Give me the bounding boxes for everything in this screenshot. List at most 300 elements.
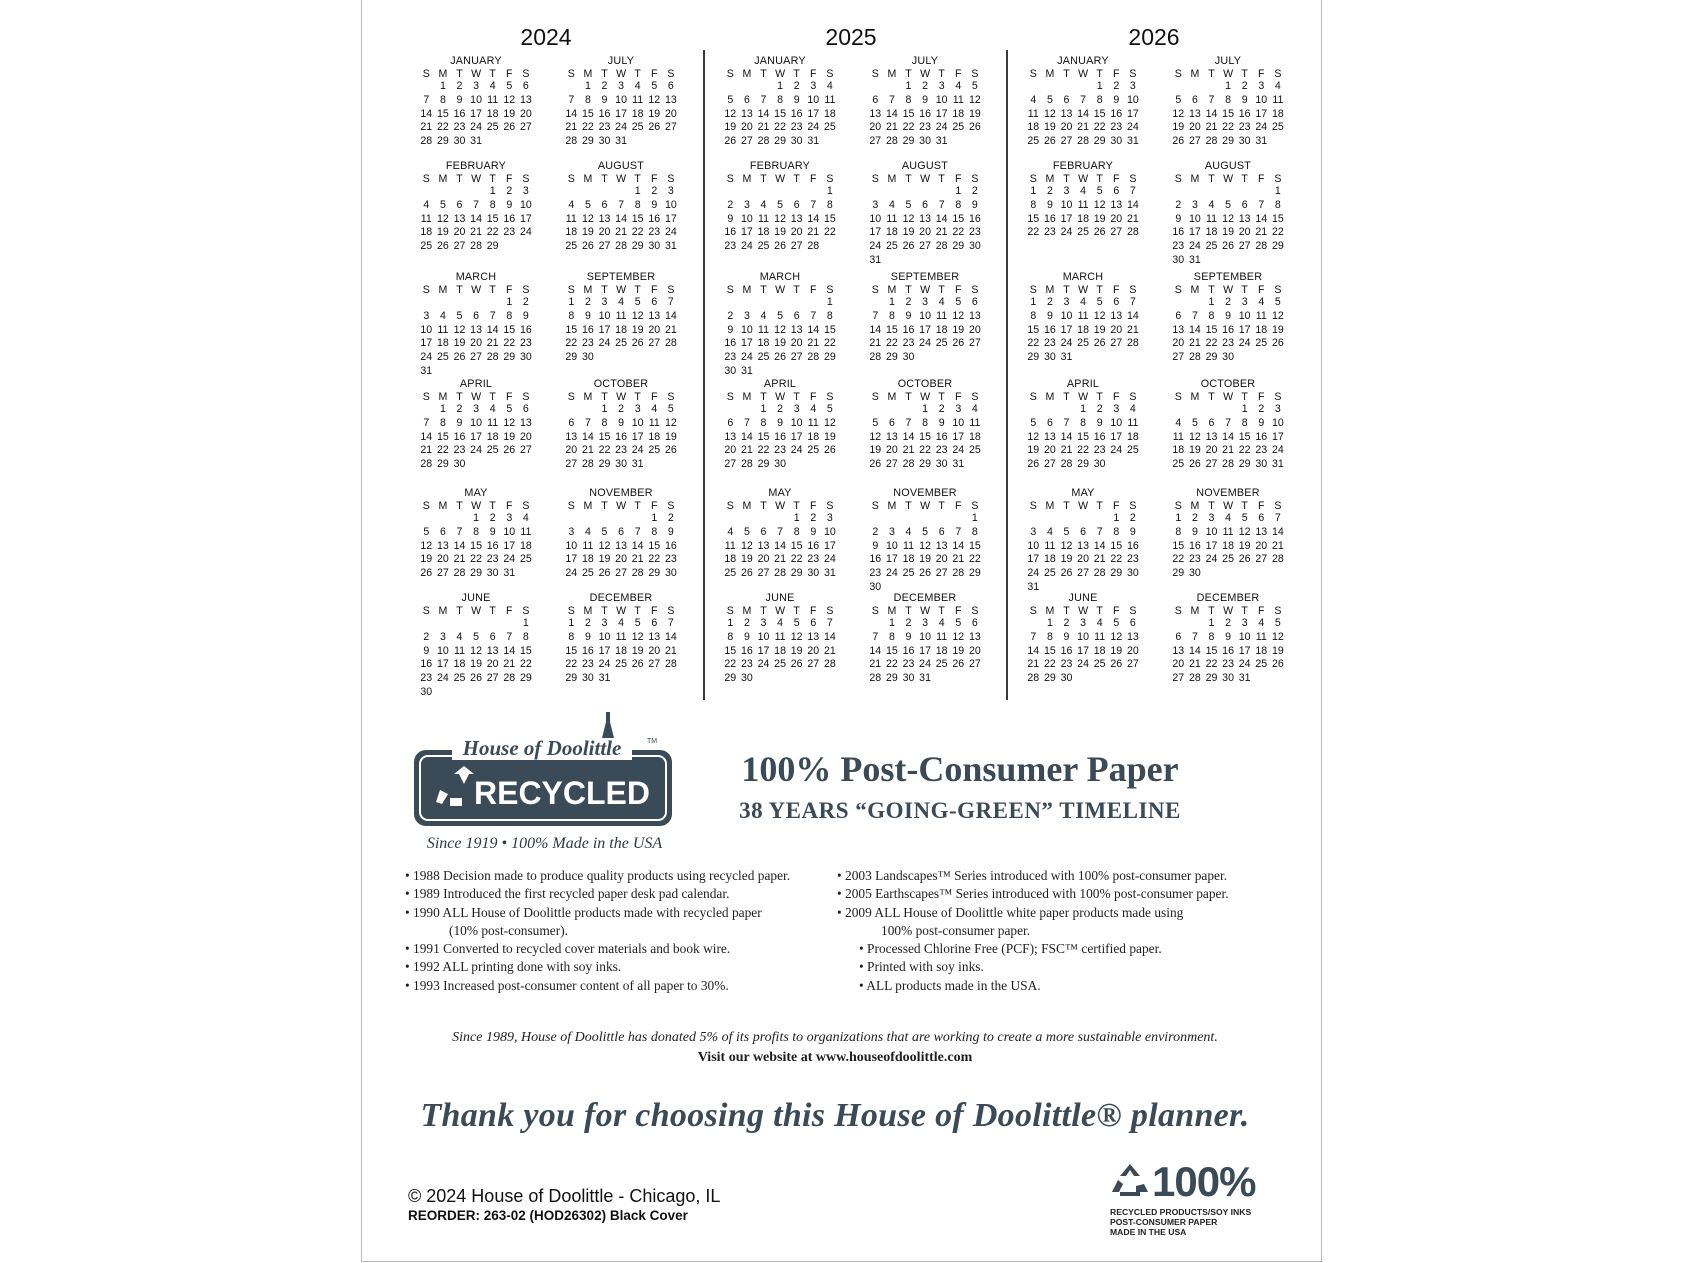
- weekday-header: [418, 173, 534, 185]
- day-cell: 14: [869, 644, 882, 657]
- weekday-label: S: [522, 500, 530, 512]
- day-cell: 27: [935, 567, 948, 580]
- day-cell: 10: [470, 416, 482, 429]
- day-cell: 12: [631, 630, 644, 643]
- day-cell: 25: [631, 121, 644, 134]
- day-cell: 4: [777, 617, 784, 629]
- day-cell: 16: [615, 430, 627, 443]
- day-cell: 18: [453, 658, 466, 671]
- month-november-2024: [563, 487, 679, 581]
- day-cell: 10: [919, 309, 931, 322]
- day-cell: 20: [1043, 444, 1056, 457]
- day-cell: 28: [664, 337, 677, 350]
- day-cell: 26: [740, 567, 753, 580]
- day-cell: 14: [1271, 525, 1284, 538]
- day-cell: 19: [470, 658, 482, 671]
- year-divider: [703, 50, 705, 700]
- day-cell: 1: [489, 185, 496, 197]
- day-cell: 5: [506, 80, 513, 92]
- empty-cell: [484, 617, 501, 631]
- day-cell: 17: [1077, 644, 1089, 657]
- day-cell: 9: [1129, 525, 1136, 538]
- day-cell: 24: [1255, 121, 1268, 134]
- day-cell: 22: [823, 337, 836, 350]
- day-cell: 23: [774, 444, 786, 457]
- weekday-label: W: [920, 173, 931, 185]
- day-cell: 13: [935, 539, 948, 552]
- day-cell: 23: [1126, 553, 1139, 566]
- day-cell: 26: [1060, 567, 1073, 580]
- day-cell: 10: [1077, 630, 1089, 643]
- day-cell: 18: [902, 553, 915, 566]
- day-cell: 27: [790, 240, 803, 253]
- day-cell: 2: [667, 512, 674, 524]
- day-cell: 28: [1093, 567, 1106, 580]
- weekday-label: M: [1045, 391, 1055, 403]
- day-cell: 16: [1222, 323, 1234, 336]
- day-cell: 19: [1238, 539, 1251, 552]
- day-cell: 7: [1129, 296, 1136, 308]
- day-grid: [722, 296, 838, 379]
- day-cell: 18: [581, 553, 594, 566]
- day-cell: 20: [790, 226, 803, 239]
- day-cell: 20: [790, 337, 803, 350]
- weekday-label: F: [810, 173, 817, 185]
- day-cell: 29: [968, 567, 981, 580]
- weekday-header: [867, 173, 983, 185]
- day-cell: 3: [1258, 80, 1265, 92]
- day-cell: 28: [869, 351, 882, 364]
- day-cell: 4: [1080, 296, 1087, 308]
- day-cell: 8: [568, 630, 575, 643]
- day-cell: 28: [757, 135, 770, 148]
- day-cell: 14: [952, 539, 965, 552]
- day-cell: 19: [1043, 121, 1056, 134]
- day-cell: 18: [1205, 226, 1218, 239]
- weekday-label: T: [1208, 500, 1215, 512]
- day-cell: 29: [823, 351, 836, 364]
- month-october-2025: [867, 378, 983, 472]
- day-cell: 30: [774, 458, 786, 471]
- day-cell: 26: [823, 444, 836, 457]
- day-cell: 24: [757, 658, 770, 671]
- going-green-subhead: 38 YEARS “GOING-GREEN” TIMELINE: [739, 798, 1181, 823]
- day-cell: 10: [598, 630, 611, 643]
- weekday-label: F: [506, 68, 513, 80]
- day-cell: 31: [664, 240, 677, 253]
- day-cell: 22: [1043, 658, 1056, 671]
- day-cell: 16: [724, 226, 737, 239]
- weekday-label: S: [567, 173, 575, 185]
- weekday-label: S: [1174, 284, 1182, 296]
- day-cell: 6: [1046, 416, 1053, 429]
- day-cell: 3: [826, 512, 833, 524]
- day-cell: 5: [955, 617, 962, 629]
- day-cell: 15: [968, 539, 981, 552]
- day-cell: 2: [727, 198, 734, 211]
- day-cell: 2: [618, 403, 625, 415]
- month-name: DECEMBER: [893, 592, 957, 604]
- day-cell: 13: [1238, 212, 1251, 225]
- empty-cell: [884, 185, 901, 199]
- day-cell: 25: [519, 553, 532, 566]
- day-cell: 8: [634, 198, 641, 211]
- day-cell: 21: [565, 121, 578, 134]
- empty-cell: [917, 512, 934, 526]
- day-cell: 28: [1060, 458, 1073, 471]
- day-cell: 7: [826, 617, 833, 629]
- day-cell: 4: [1258, 617, 1265, 629]
- weekday-label: S: [1129, 284, 1137, 296]
- month-name: SEPTEMBER: [586, 271, 656, 283]
- day-cell: 8: [1096, 93, 1103, 106]
- day-cell: 18: [757, 337, 770, 350]
- day-cell: 14: [631, 539, 644, 552]
- day-cell: 19: [631, 323, 644, 336]
- day-grid: [1170, 403, 1286, 472]
- empty-cell: [1170, 617, 1187, 631]
- day-grid: [867, 80, 983, 149]
- day-cell: 5: [423, 525, 430, 538]
- day-cell: 18: [1222, 539, 1234, 552]
- day-cell: 8: [1225, 93, 1232, 106]
- day-cell: 10: [470, 93, 482, 106]
- timeline-item: • 1992 ALL printing done with soy inks.: [405, 959, 622, 975]
- empty-cell: [418, 296, 435, 310]
- weekday-label: S: [522, 391, 530, 403]
- day-cell: 5: [1241, 512, 1248, 524]
- weekday-label: F: [506, 605, 513, 617]
- weekday-header: [1025, 500, 1141, 512]
- day-cell: 12: [1027, 430, 1040, 443]
- day-cell: 11: [1255, 309, 1267, 322]
- weekday-label: S: [726, 173, 734, 185]
- weekday-label: W: [1078, 173, 1089, 185]
- day-cell: 18: [774, 644, 786, 657]
- day-cell: 20: [436, 553, 449, 566]
- day-cell: 3: [1030, 525, 1037, 538]
- weekday-label: T: [793, 605, 800, 617]
- empty-cell: [563, 403, 580, 417]
- day-cell: 18: [1126, 430, 1139, 443]
- day-cell: 3: [506, 512, 513, 524]
- day-cell: 25: [1222, 553, 1234, 566]
- timeline-item: • 2003 Landscapes™ Series introduced with 100% post-consumer paper.: [837, 868, 1228, 883]
- empty-cell: [900, 185, 917, 199]
- day-cell: 30: [807, 567, 820, 580]
- weekday-label: S: [667, 284, 675, 296]
- day-cell: 20: [1255, 539, 1268, 552]
- day-cell: 16: [902, 644, 915, 657]
- month-name: JULY: [607, 55, 635, 67]
- day-cell: 28: [740, 458, 753, 471]
- day-cell: 20: [1238, 226, 1251, 239]
- weekday-label: T: [634, 391, 641, 403]
- day-cell: 8: [1208, 630, 1215, 643]
- day-cell: 8: [651, 525, 658, 538]
- day-cell: 14: [470, 212, 482, 225]
- empty-cell: [722, 403, 739, 417]
- day-cell: 23: [1060, 658, 1073, 671]
- day-cell: 11: [520, 525, 532, 538]
- timeline-item: • 1989 Introduced the first recycled paper desk pad calendar.: [405, 886, 730, 902]
- day-cell: 18: [486, 430, 499, 443]
- day-cell: 9: [423, 644, 430, 657]
- day-cell: 12: [1172, 107, 1185, 120]
- day-cell: 15: [1093, 107, 1106, 120]
- day-cell: 1: [888, 617, 895, 629]
- weekday-label: M: [438, 68, 448, 80]
- weekday-label: M: [1190, 500, 1200, 512]
- day-cell: 7: [872, 309, 879, 322]
- day-cell: 18: [648, 430, 661, 443]
- day-cell: 27: [757, 567, 770, 580]
- weekday-label: T: [1096, 284, 1103, 296]
- weekday-label: M: [583, 391, 593, 403]
- day-cell: 16: [664, 539, 677, 552]
- day-grid: [563, 512, 679, 581]
- month-name: FEBRUARY: [445, 160, 507, 172]
- weekday-label: S: [1029, 284, 1037, 296]
- day-cell: 6: [618, 525, 625, 538]
- weekday-label: W: [471, 68, 482, 80]
- day-cell: 29: [1043, 672, 1056, 685]
- month-november-2025: [867, 487, 983, 595]
- day-cell: 2: [905, 617, 912, 629]
- day-cell: 24: [519, 226, 532, 239]
- empty-cell: [900, 403, 917, 417]
- day-grid: [418, 512, 534, 581]
- weekday-label: M: [887, 284, 897, 296]
- weekday-header: [722, 391, 838, 403]
- weekday-header: [563, 500, 679, 512]
- empty-cell: [418, 403, 435, 417]
- weekday-label: F: [955, 284, 962, 296]
- day-cell: 4: [1129, 403, 1136, 415]
- day-cell: 13: [790, 323, 803, 336]
- month-name: SEPTEMBER: [1193, 271, 1263, 283]
- day-cell: 10: [790, 416, 803, 429]
- empty-cell: [468, 185, 485, 199]
- day-cell: 24: [1077, 658, 1089, 671]
- day-cell: 21: [807, 337, 820, 350]
- timeline-item: (10% post-consumer).: [449, 922, 568, 938]
- day-cell: 17: [1205, 539, 1218, 552]
- day-grid: [1025, 80, 1141, 149]
- day-cell: 13: [968, 630, 981, 643]
- day-cell: 27: [1172, 672, 1185, 685]
- day-cell: 14: [565, 107, 578, 120]
- day-cell: 6: [1129, 617, 1136, 629]
- day-cell: 22: [1238, 444, 1251, 457]
- day-cell: 20: [869, 121, 882, 134]
- empty-cell: [1187, 617, 1204, 631]
- empty-cell: [1091, 512, 1108, 526]
- empty-cell: [613, 185, 630, 199]
- day-cell: 22: [902, 121, 915, 134]
- day-cell: 3: [1063, 296, 1070, 308]
- weekday-label: W: [1223, 605, 1234, 617]
- day-cell: 21: [470, 226, 482, 239]
- weekday-label: S: [567, 284, 575, 296]
- weekday-label: S: [1129, 605, 1137, 617]
- day-cell: 6: [522, 80, 529, 92]
- day-cell: 18: [565, 226, 578, 239]
- weekday-label: T: [601, 391, 608, 403]
- day-cell: 10: [740, 212, 753, 225]
- day-cell: 26: [724, 135, 737, 148]
- day-cell: 11: [437, 323, 449, 336]
- day-cell: 21: [486, 337, 499, 350]
- day-cell: 14: [1060, 430, 1073, 443]
- day-cell: 9: [506, 198, 513, 211]
- empty-cell: [950, 512, 967, 526]
- day-cell: 12: [664, 416, 677, 429]
- day-cell: 23: [724, 351, 737, 364]
- day-cell: 22: [774, 121, 786, 134]
- weekday-label: T: [905, 284, 912, 296]
- empty-cell: [722, 296, 739, 310]
- day-cell: 27: [470, 351, 482, 364]
- day-cell: 23: [902, 337, 915, 350]
- day-cell: 17: [1271, 430, 1284, 443]
- day-cell: 9: [727, 323, 734, 336]
- weekday-label: F: [1113, 605, 1120, 617]
- day-cell: 13: [790, 212, 803, 225]
- day-cell: 7: [777, 525, 784, 538]
- day-cell: 30: [935, 458, 948, 471]
- day-cell: 2: [971, 185, 978, 197]
- day-cell: 9: [971, 198, 978, 211]
- day-cell: 20: [935, 553, 948, 566]
- day-cell: 20: [615, 553, 627, 566]
- empty-cell: [772, 512, 789, 526]
- day-cell: 13: [724, 430, 737, 443]
- empty-cell: [580, 403, 597, 417]
- empty-cell: [1187, 403, 1204, 417]
- weekday-label: F: [506, 391, 513, 403]
- empty-cell: [1075, 80, 1092, 94]
- day-cell: 16: [1238, 107, 1251, 120]
- day-cell: 31: [1060, 351, 1073, 364]
- empty-cell: [755, 80, 772, 94]
- day-grid: [563, 296, 679, 365]
- weekday-label: S: [726, 284, 734, 296]
- day-cell: 24: [1110, 444, 1123, 457]
- day-cell: 14: [774, 539, 786, 552]
- day-cell: 9: [1063, 630, 1070, 643]
- day-cell: 27: [790, 351, 803, 364]
- day-cell: 29: [724, 672, 737, 685]
- day-cell: 13: [519, 93, 532, 106]
- day-cell: 11: [969, 416, 981, 429]
- day-cell: 18: [1027, 121, 1040, 134]
- day-cell: 9: [905, 309, 912, 322]
- weekday-label: T: [1241, 500, 1248, 512]
- day-cell: 3: [888, 525, 895, 538]
- day-cell: 22: [1027, 337, 1040, 350]
- day-cell: 16: [1060, 644, 1073, 657]
- day-cell: 19: [598, 553, 611, 566]
- day-cell: 1: [971, 512, 978, 524]
- day-cell: 1: [1241, 403, 1248, 415]
- day-cell: 28: [807, 351, 820, 364]
- day-cell: 26: [581, 240, 594, 253]
- day-grid: [418, 403, 534, 472]
- day-cell: 25: [420, 240, 433, 253]
- month-january-2024: [418, 55, 534, 149]
- day-cell: 21: [1188, 658, 1201, 671]
- weekday-label: S: [826, 284, 834, 296]
- weekday-label: M: [1190, 173, 1200, 185]
- weekday-header: [418, 605, 534, 617]
- weekday-label: T: [760, 68, 767, 80]
- day-cell: 23: [1238, 121, 1251, 134]
- day-cell: 4: [888, 198, 895, 211]
- day-cell: 26: [420, 567, 433, 580]
- day-cell: 1: [439, 80, 446, 92]
- day-cell: 3: [810, 80, 817, 92]
- empty-cell: [1058, 403, 1075, 417]
- day-cell: 19: [1110, 644, 1123, 657]
- empty-cell: [580, 185, 597, 199]
- month-august-2025: [867, 160, 983, 268]
- day-cell: 25: [1126, 444, 1139, 457]
- day-cell: 9: [522, 309, 529, 322]
- month-name: MARCH: [455, 271, 497, 283]
- empty-cell: [739, 512, 756, 526]
- day-cell: 28: [1205, 135, 1218, 148]
- weekday-label: S: [1129, 500, 1137, 512]
- day-cell: 17: [1126, 107, 1139, 120]
- day-cell: 17: [740, 337, 753, 350]
- empty-cell: [867, 80, 884, 94]
- day-cell: 16: [935, 430, 948, 443]
- day-cell: 13: [757, 539, 770, 552]
- day-cell: 19: [919, 553, 931, 566]
- day-cell: 25: [1172, 458, 1185, 471]
- weekday-label: T: [938, 391, 945, 403]
- weekday-label: M: [438, 391, 448, 403]
- weekday-label: W: [616, 284, 627, 296]
- day-cell: 6: [1113, 185, 1120, 197]
- timeline-right-column: [837, 867, 1229, 995]
- weekday-label: T: [1063, 173, 1070, 185]
- day-cell: 4: [568, 198, 575, 211]
- weekday-label: W: [1223, 284, 1234, 296]
- day-cell: 17: [1027, 553, 1040, 566]
- day-cell: 19: [774, 337, 786, 350]
- day-grid: [867, 617, 983, 686]
- day-cell: 9: [584, 630, 591, 643]
- day-cell: 13: [1172, 323, 1185, 336]
- day-cell: 23: [740, 658, 753, 671]
- weekday-label: T: [905, 391, 912, 403]
- day-cell: 12: [774, 212, 786, 225]
- day-cell: 28: [1126, 337, 1139, 350]
- day-cell: 5: [667, 403, 674, 415]
- day-cell: 2: [938, 403, 945, 415]
- day-cell: 18: [952, 107, 965, 120]
- day-cell: 30: [902, 351, 915, 364]
- day-cell: 15: [1222, 107, 1234, 120]
- day-cell: 3: [1241, 296, 1248, 308]
- day-cell: 1: [760, 403, 767, 415]
- day-cell: 30: [1060, 672, 1073, 685]
- timeline-item: • 1991 Converted to recycled cover materials and book wire.: [405, 941, 731, 957]
- weekday-label: S: [522, 68, 530, 80]
- day-cell: 30: [1110, 135, 1123, 148]
